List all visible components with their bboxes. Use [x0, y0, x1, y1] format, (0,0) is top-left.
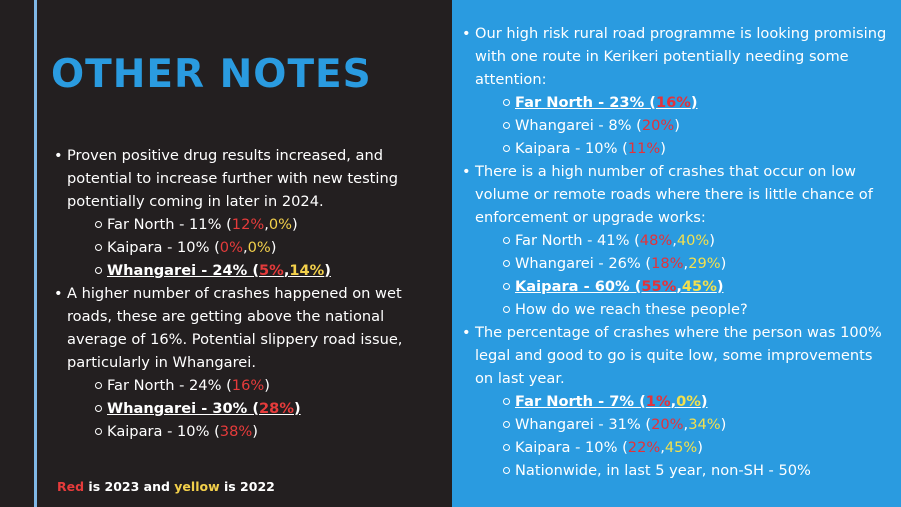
wet-kaipara-item: Kaipara - 10% (38%)	[67, 420, 448, 443]
legal-crashes-text: The percentage of crashes where the person was 100% legal and good to go is quite low, some improvements on last year.	[475, 324, 882, 387]
legal-kaipara-item: Kaipara - 10% (22%,45%)	[475, 436, 894, 459]
wet-far-north-item: Far North - 24% (16%)	[67, 374, 448, 397]
remote-roads-text: There is a high number of crashes that occur on low volume or remote roads where there is little chance of enforcement or upgrade works:	[475, 163, 873, 226]
slide-title: OTHER NOTES	[51, 52, 372, 97]
legend-red-word: Red	[57, 479, 85, 494]
drug-results-sublist	[67, 213, 448, 282]
drug-whangarei-item: Whangarei - 24% (5%,14%)	[67, 259, 448, 282]
legal-far-north-item: Far North - 7% (1%,0%)	[475, 390, 894, 413]
legal-nationwide-item: Nationwide, in last 5 year, non-SH - 50%	[475, 459, 894, 482]
remote-question-item: How do we reach these people?	[475, 298, 894, 321]
right-notes-list	[462, 22, 894, 482]
wet-roads-text: A higher number of crashes happened on wet roads, these are getting above the national average of 16%. Potential slippery road issue, particularly in Whangarei.	[67, 285, 403, 371]
rural-whangarei-item: Whangarei - 8% (20%)	[475, 114, 894, 137]
remote-far-north-item: Far North - 41% (48%,40%)	[475, 229, 894, 252]
remote-roads-note	[462, 160, 894, 321]
rural-road-sublist	[475, 91, 894, 160]
left-accent-rule	[34, 0, 37, 507]
legal-whangarei-item: Whangarei - 31% (20%,34%)	[475, 413, 894, 436]
wet-roads-note	[54, 282, 448, 443]
drug-results-note	[54, 144, 448, 282]
wet-roads-sublist	[67, 374, 448, 443]
drug-kaipara-item: Kaipara - 10% (0%,0%)	[67, 236, 448, 259]
rural-far-north-item: Far North - 23% (16%)	[475, 91, 894, 114]
remote-roads-sublist	[475, 229, 894, 321]
legal-crashes-note	[462, 321, 894, 482]
left-notes-list	[54, 144, 448, 443]
legend-yellow-word: yellow	[174, 479, 220, 494]
drug-far-north-item: Far North - 11% (12%,0%)	[67, 213, 448, 236]
color-legend: Red is 2023 and yellow is 2022	[57, 479, 275, 494]
rural-road-text: Our high risk rural road programme is looking promising with one route in Kerikeri potentially needing some attention:	[475, 25, 887, 88]
rural-kaipara-item: Kaipara - 10% (11%)	[475, 137, 894, 160]
wet-whangarei-item: Whangarei - 30% (28%)	[67, 397, 448, 420]
remote-kaipara-item: Kaipara - 60% (55%,45%)	[475, 275, 894, 298]
rural-road-note	[462, 22, 894, 160]
drug-results-text: Proven positive drug results increased, and potential to increase further with new testing potentially coming in later in 2024.	[67, 147, 398, 210]
remote-whangarei-item: Whangarei - 26% (18%,29%)	[475, 252, 894, 275]
legal-crashes-sublist	[475, 390, 894, 482]
